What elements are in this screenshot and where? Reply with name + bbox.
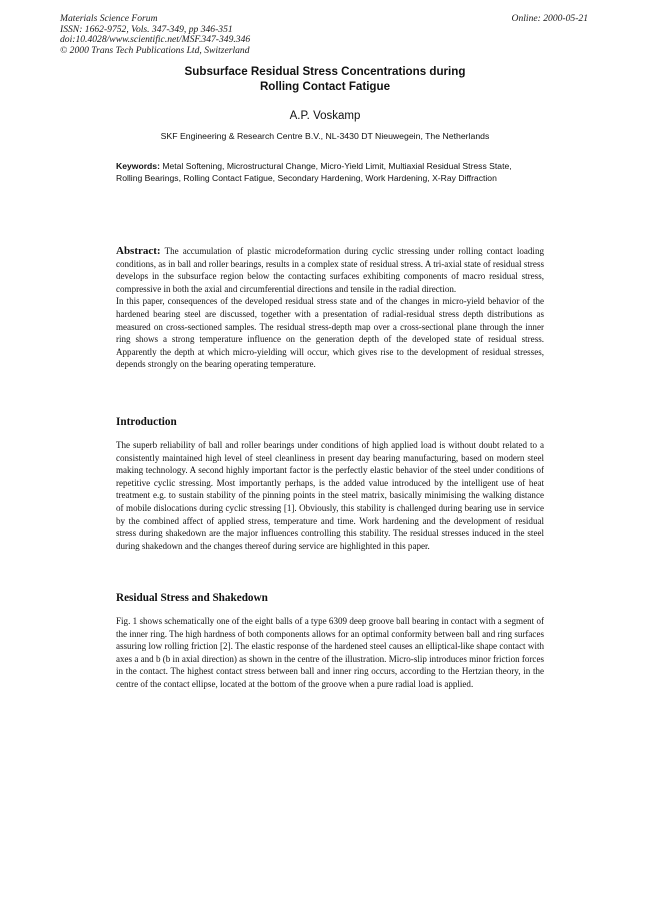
author-affiliation: SKF Engineering & Research Centre B.V., NL-3430 DT Nieuwegein, The Netherlands (160, 131, 490, 141)
residual-stress-paragraph: Fig. 1 shows schematically one of the eight balls of a type 6309 deep groove ball bearing in contact with a segment of the inner ring. The high hardness of both components allows for an optimal conformity between ball and ring surfaces assuring low rolling friction [2]. The elastic response of the hardened steel causes an elliptical-like shape contact with axes a and b (b in axial direction) as shown in the centre of the illustration. Micro-slip introduces minor friction forces in the contact. The highest contact stress between ball and inner ring occurs, according to the Hertzian theory, in the centre of the contact ellipse, located at the bottom of the groove when a pure radial load is applied. (116, 616, 544, 689)
online-date: Online: 2000-05-21 (511, 13, 588, 24)
keywords-text: Metal Softening, Microstructural Change, Micro-Yield Limit, Multiaxial Residual Stress State, Rolling Bearings, Rolling Contact Fatigue, Secondary Hardening, Work Hardening, X-Ray Diffraction (116, 161, 512, 183)
abstract (116, 245, 544, 371)
introduction-text (116, 439, 544, 552)
abstract-paragraph-1 (116, 245, 544, 295)
abstract-paragraph-2: In this paper, consequences of the developed residual stress state and of the changes in micro-yield behavior of the hardened bearing steel are discussed, together with a presentation of radial-residual stress depth distributions as measured on cross-sectioned samples. The residual stress-depth map over a cross-sectional plane through the inner ring shows a strong temperature influence on the generation depth of the developed state of residual stress. Apparently the depth at which micro-yielding will occur, which gives rise to the development of residual stresses, depends strongly on the bearing operating temperature. (116, 296, 544, 370)
abstract-label: Abstract: (116, 245, 161, 257)
journal-copyright: © 2000 Trans Tech Publications Ltd, Switzerland (60, 44, 250, 56)
section-heading-introduction: Introduction (116, 416, 177, 428)
keywords-label: Keywords: (116, 161, 160, 171)
journal-doi: doi:10.4028/www.scientific.net/MSF.347-349.346 (60, 34, 251, 46)
abstract-text-1: The accumulation of plastic microdeformation during cyclic stressing under rolling contact loading conditions, as in ball and roller bearings, results in a complex state of residual stress. A tri-axial state of residual stress develops in the subsurface region below the contacting surfaces exhibiting components of macro residual stress, compressive in both the axial and circumferential directions and tensile in the radial direction. (116, 246, 544, 294)
journal-issn: ISSN: 1662-9752, Vols. 347-349, pp 346-351 (60, 23, 233, 35)
paper-title-line-2: Rolling Contact Fatigue (259, 79, 391, 93)
journal-header (60, 14, 250, 56)
paper-title-line-1: Subsurface Residual Stress Concentrations during (184, 65, 466, 78)
keywords (116, 160, 538, 184)
author-name: A.P. Voskamp (289, 110, 361, 122)
paper-title (0, 65, 650, 94)
journal-name: Materials Science Forum (60, 13, 158, 24)
section-heading-residual-stress: Residual Stress and Shakedown (116, 592, 268, 604)
introduction-paragraph: The superb reliability of ball and roller bearings under conditions of high applied load is without doubt related to a consistently maintained high level of steel cleanliness in present day bearing manufacturing, based on modern steel making technology. A second highly important factor is the perfectly elastic behavior of the steel under conditions of repetitive cyclic stressing. Most importantly perhaps, is the added value introduced by the intelligent use of heat treatment e.g. to sustain stability of the pinning points in the steel matrix, basically minimising the walking distance of mobile dislocations during cyclic stressing [1]. Obviously, this stability is challenged during bearing use in service by the combined affect of applied stress, temperature and time. Work hardening and the development of residual stress during shakedown are the major influences controlling this stability. The residual stresses induced in the steel during shakedown and the changes thereof during service are highlighted in this paper. (116, 440, 544, 551)
residual-stress-text (116, 615, 544, 691)
